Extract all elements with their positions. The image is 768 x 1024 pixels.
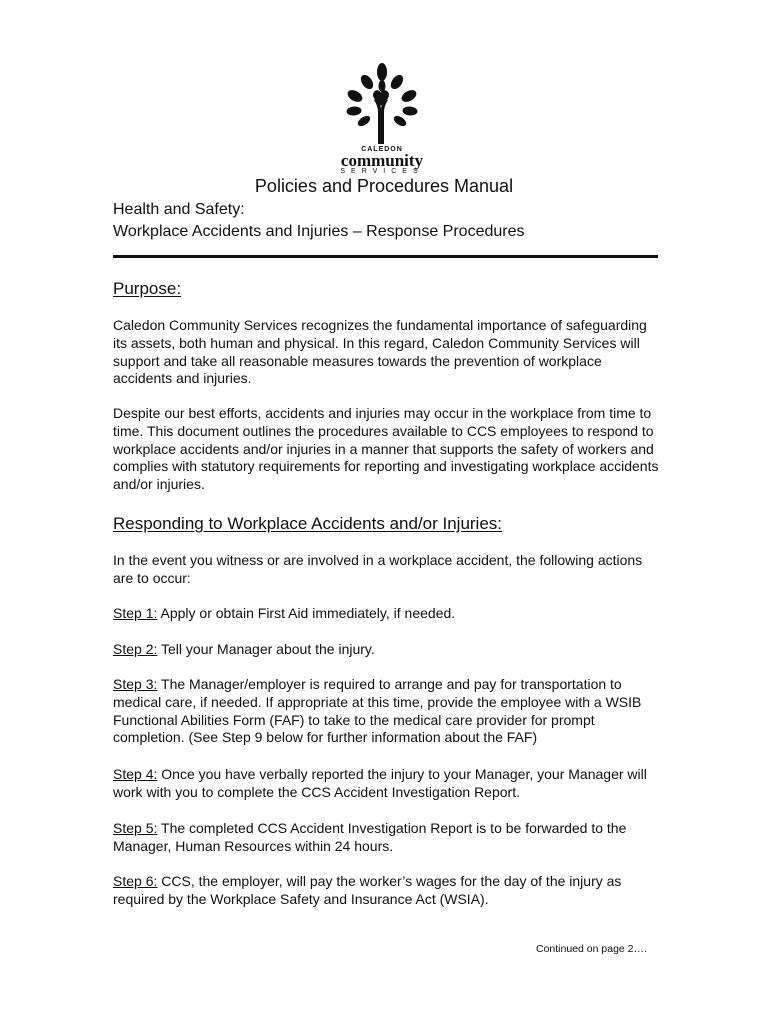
step-1-label: Step 1: [113, 605, 158, 621]
step-2-label: Step 2: [113, 641, 158, 657]
continued-note: Continued on page 2…. [536, 943, 647, 955]
step-2-text: Tell your Manager about the injury. [157, 641, 375, 657]
step-2 [113, 641, 661, 659]
step-4-text: Once you have verbally reported the injury to your Manager, your Manager will work with you to complete the CCS Accident Investigation Report. [113, 766, 647, 800]
organization-logo [330, 60, 434, 176]
heading-line-1: Health and Safety: [113, 201, 245, 218]
step-6-label: Step 6: [113, 873, 158, 889]
step-3 [113, 676, 661, 747]
horizontal-divider [113, 255, 658, 258]
heading-line-2: Workplace Accidents and Injuries – Response Procedures [113, 223, 525, 240]
step-4 [113, 766, 661, 802]
step-5 [113, 820, 661, 856]
step-3-label: Step 3: [113, 676, 158, 692]
step-6-text: CCS, the employer, will pay the worker’s wages for the day of the injury as required by the Workplace Safety and Insurance Act (WSIA). [113, 873, 622, 907]
step-1-text: Apply or obtain First Aid immediately, if needed. [157, 605, 456, 621]
step-5-label: Step 5: [113, 820, 158, 836]
logo-text-caledon: CALEDON [361, 146, 403, 153]
step-4-label: Step 4: [113, 766, 158, 782]
step-1 [113, 605, 661, 623]
responding-heading: Responding to Workplace Accidents and/or Injuries: [113, 514, 503, 533]
step-3-text: The Manager/employer is required to arrange and pay for transportation to medical care, if needed. If appropriate at this time, provide the employee with a WSIB Functional Abilities Form (FAF) to take to the medical care provider for prompt completion. (See Step 9 below for further information about the FAF) [113, 676, 642, 746]
step-6 [113, 873, 661, 909]
purpose-paragraph-1: Caledon Community Services recognizes the fundamental importance of safeguarding its assets, both human and physical. In this regard, Caledon Community Services will support and take all reasonable measures towards the prevention of workplace accidents and injuries. [113, 317, 647, 387]
logo-text-community: community [340, 151, 424, 170]
logo-text-services: SERVICES [340, 168, 424, 175]
step-5-text: The completed CCS Accident Investigation Report is to be forwarded to the Manager, Human Resources within 24 hours. [113, 820, 627, 854]
purpose-paragraph-2: Despite our best efforts, accidents and injuries may occur in the workplace from time to time. This document outlines the procedures available to CCS employees to respond to workplace accidents and/or injuries in a manner that supports the safety of workers and complies with statutory requirements for reporting and investigating workplace accidents and/or injuries. [113, 405, 659, 493]
tree-heart-icon [330, 60, 434, 146]
document-heading [113, 199, 524, 243]
purpose-heading: Purpose: [113, 279, 182, 298]
manual-title: Policies and Procedures Manual [254, 176, 514, 196]
responding-intro: In the event you witness or are involved in a workplace accident, the following actions are to occur: [113, 552, 643, 586]
